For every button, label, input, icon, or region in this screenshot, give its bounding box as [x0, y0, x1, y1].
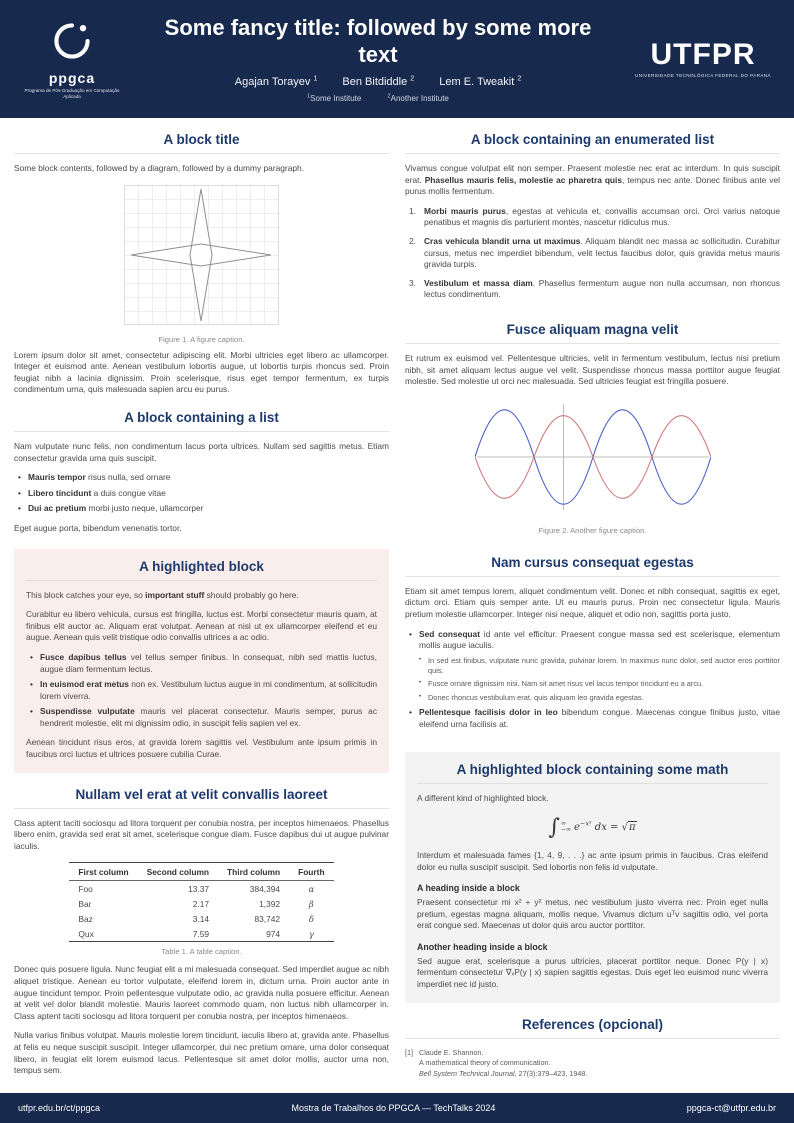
block-heading: Nam cursus consequat egestas — [405, 555, 780, 577]
list-item — [18, 488, 389, 500]
list-item-text: a duis congue vitae — [91, 487, 166, 498]
poster-footer — [0, 1093, 794, 1123]
sub-list-item: • In sed est finibus, vulputate nunc gravida, pulvinar lorem. In maximus nunc dolor, sed auctor eros porttitor quis. — [419, 656, 780, 677]
highlighted-block — [14, 549, 389, 773]
table-cell: Qux — [78, 928, 94, 939]
table-cell: 13.37 — [188, 883, 210, 894]
right-column — [405, 132, 780, 1085]
table-cell: β — [308, 898, 314, 909]
table-cell: 2.17 — [192, 898, 210, 909]
block-references — [405, 1017, 780, 1079]
author — [235, 76, 318, 88]
list-item — [30, 652, 377, 675]
block-containing-a-list — [14, 410, 389, 535]
poster-header — [0, 0, 794, 118]
formula-tail: dx = — [591, 821, 622, 833]
paragraph: Sed augue erat, scelerisque a purus ultricies, placerat porttitor neque. Donec P(y | x) fermentum consectetur ∇ₓP(y | x) sapien sagittis egestas. Duis eget leo euismod nunc viverra imperdiet nec id justo. — [417, 955, 768, 990]
sub-bullet-list — [419, 656, 780, 703]
list-item-text: . Aliquam blandit nec massa ac sollicitudin. Curabitur cursus, metus nec imperdiet bibendum, velit lectus faucibus dolor, quis gravida metus mauris gravida turpis. — [424, 235, 780, 270]
reference-number: [1] — [405, 1047, 413, 1057]
table-cell: 1,392 — [259, 898, 281, 909]
list-item-lead: Morbi mauris purus — [424, 205, 506, 216]
enumerated-list — [409, 206, 780, 301]
reference-authors: Claude E. Shannon. — [419, 1047, 484, 1057]
paragraph — [26, 590, 377, 602]
block-nam-cursus — [405, 555, 780, 739]
list-item — [18, 472, 389, 484]
table-header-cell: First column — [69, 863, 137, 881]
paragraph: Nam vulputate nunc felis, non condimentum lacus porta ultrices. Nullam sed sagittis metus. Etiam consectetur gravida urna quis suscipit. — [14, 440, 389, 463]
list-item-lead: Cras vehicula blandit urna ut maximus — [424, 235, 581, 246]
integral-sign: ∫ — [548, 814, 560, 840]
paragraph — [405, 163, 780, 198]
author — [439, 76, 521, 88]
sub-list-item: • Donec rhoncus vestibulum erat, quis aliquam leo gravida egestas. — [419, 693, 780, 703]
block-enumerated-list — [405, 132, 780, 308]
ppgca-logo — [20, 19, 124, 100]
paragraph: Curabitur eu libero vehicula, cursus est fringilla, luctus est. Morbi consectetur mauris quam, at finibus elit auctor ac. Aliquam erat volutpat. Aenean at nisl ut ex ullamcorper eleifend et eu augue. Aenean quis velit tristique odio convallis ultrices a ac odio. — [26, 609, 377, 643]
reference-body — [419, 1048, 587, 1079]
footer-email: ppgca-ct@utfpr.edu.br — [686, 1103, 776, 1113]
bullet-list — [409, 629, 780, 731]
reference-journal: Bell System Technical Journal — [419, 1068, 515, 1078]
text-segment: should probably go here. — [204, 589, 299, 600]
institute-name: Another Institute — [390, 93, 449, 103]
author-name: Ben Bitdiddle — [342, 76, 408, 89]
author-affiliation-sup: 2 — [410, 75, 415, 83]
table-header-cell: Fourth — [289, 863, 334, 881]
ppgca-logo-icon — [50, 19, 94, 63]
exponent: −x² — [579, 819, 592, 828]
table-header-cell: Third column — [218, 863, 289, 881]
integral-lower-limit: −∞ — [560, 826, 571, 834]
block-heading: A highlighted block — [26, 559, 377, 581]
paragraph: A different kind of highlighted block. — [417, 793, 549, 804]
table-row — [69, 911, 333, 926]
list-item-lead: Sed consequat — [419, 628, 480, 639]
table-cell: Baz — [78, 913, 93, 924]
list-item-lead: Libero tincidunt — [28, 487, 92, 498]
institute-sup: 1 — [307, 93, 311, 100]
sine-figure — [405, 398, 780, 535]
paragraph: Praesent consectetur mi x² + y² metus, nec vestibulum justo viverra nec. Proin eget nulla pretium, egestas magna aliquam, mollis neque. Vivamus dictum uᵀv sagittis odio, vel porta erat congue sed. Maecenas ut dolor quis arcu auctor porttitor. — [417, 897, 768, 931]
table-row — [69, 881, 333, 897]
ppgca-logo-subtext: Programa de Pós-Graduação em Computação Aplicada — [24, 87, 120, 99]
list-item — [30, 706, 377, 729]
list-item-text: mauris vel placerat consectetur. Mauris semper, purus ac hendrerit molestie, elit mi dignissim odio, in suscipit felis sapien vel ex. — [40, 706, 378, 728]
enumerated-item — [409, 206, 780, 229]
left-column — [14, 132, 389, 1085]
integral-upper-limit: ∞ — [560, 819, 566, 827]
list-item-text: morbi justo neque, ullamcorper — [86, 503, 204, 514]
star-diagram-image — [124, 185, 279, 325]
paragraph: Etiam sit amet tempus lorem, aliquet condimentum velit. Donec et nibh consequat, sagittis ex eget, dictum orci. Etiam quis semper ante. Ut eu mauris purus. Proin nec consectetur ligula. Mauris pretium molestie ullamcorper. Integer nisi neque, aliquet et odio non, sagittis porta justo. — [405, 585, 780, 619]
list-item-text: non ex. Vestibulum luctus augue in mi condimentum, at sollicitudin lorem viverra. — [40, 679, 378, 701]
paragraph: Lorem ipsum dolor sit amet, consectetur adipiscing elit. Morbi ultricies eget libero ac ullamcorper. Integer et euismod ante. Aenean vestibulum lobortis augue, ut lobortis turpis rhoncus sed. Proin feugiat nibh a lacinia dignissim. Proin scelerisque, risus eget tempor fermentum, ex turpis condimentum urna, quis malesuada sapien arcu eu purus. — [14, 349, 389, 395]
block-fusce-aliquam — [405, 322, 780, 541]
institute — [388, 94, 449, 103]
list-item-text: , egestas at vehicula et, convallis accumsan orci. Orci varius natoque penatibus et magnis dis parturient montes, nascetur ridiculus mus. — [424, 205, 780, 228]
block-nullam-vel-erat — [14, 787, 389, 1077]
bullet-list — [18, 472, 389, 515]
list-item-text: . Phasellus fermentum augue non nulla accumsan, non rhoncus lectus condimentum. — [424, 277, 780, 300]
utfpr-logo-text: UTFPR — [650, 38, 756, 71]
reference-title: A mathematical theory of communication. — [419, 1058, 551, 1068]
table-cell: γ — [308, 928, 314, 939]
reference-detail: , 27(3):379–423, 1948. — [514, 1068, 588, 1078]
institute-sup: 2 — [387, 93, 391, 100]
figure-caption: Figure 1. A figure caption. — [158, 334, 245, 344]
highlighted-math-block — [405, 752, 780, 1002]
list-item-lead: Fusce dapibus tellus — [40, 651, 127, 662]
text-segment: , tempus nec ante. Donec finibus ante vel purus mollis fermentum. — [405, 174, 780, 197]
table-cell: Foo — [78, 883, 93, 894]
list-item — [409, 629, 780, 652]
reference-journal-line — [419, 1069, 587, 1079]
authors-line — [130, 76, 626, 89]
table-cell: 3.14 — [192, 913, 210, 924]
block-heading: A highlighted block containing some math — [417, 762, 768, 784]
data-table — [69, 862, 333, 942]
text-segment: Vivamus congue volutpat elit non semper. Praesent molestie nec erat ac interdum. In quis suscipit erat. — [405, 163, 780, 185]
reference-entry — [405, 1048, 780, 1079]
author-name: Agajan Torayev — [234, 76, 311, 89]
table-cell: 974 — [266, 928, 281, 939]
list-item-lead: Vestibulum et massa diam — [424, 277, 533, 288]
author-affiliation-sup: 2 — [517, 75, 522, 83]
table-caption: Table 1. A table caption. — [161, 947, 242, 957]
inblock-heading: A heading inside a block — [417, 883, 520, 894]
pi-symbol: π — [628, 821, 636, 833]
table-row — [69, 926, 333, 942]
enumerated-item — [409, 236, 780, 271]
table-cell: 384,394 — [249, 883, 281, 894]
text-segment-bold: important stuff — [145, 589, 205, 600]
text-segment-bold: Phasellus mauris felis, molestie ac pharetra quis — [424, 174, 623, 185]
list-item-text: id ante vel efficitur. Praesent congue massa sed est scelerisque, elementum mollis augue iaculis. — [419, 628, 780, 651]
list-item-lead: In euismod erat metus — [40, 679, 129, 690]
header-center — [124, 15, 632, 103]
table-header-row — [69, 863, 333, 881]
block-heading: A block containing an enumerated list — [405, 132, 780, 154]
block-heading: Nullam vel erat at velit convallis laoreet — [14, 787, 389, 809]
institute-name: Some Institute — [310, 93, 362, 103]
footer-event: Mostra de Trabalhos do PPGCA — TechTalks 2024 — [291, 1103, 496, 1113]
block-a-block-title — [14, 132, 389, 396]
inblock-heading: Another heading inside a block — [417, 941, 548, 952]
list-item — [18, 503, 389, 515]
table-cell: Bar — [78, 898, 92, 909]
table-cell: α — [308, 883, 315, 894]
ppgca-logo-text: ppgca — [48, 69, 96, 86]
author-name: Lem E. Tweakit — [439, 76, 515, 89]
author — [342, 76, 414, 88]
list-item — [409, 707, 780, 730]
text-segment: This block catches your eye, so — [26, 589, 146, 600]
paragraph: Nulla varius finibus volutpat. Mauris molestie lorem tincidunt, iaculis libero at, gravida ante. Phasellus at felis eu neque suscipit suscipit. Integer ullamcorper, dui nec pretium ornare, urna dolor consequat libero, in feugiat elit lorem euismod lacus. Pellentesque sit amet dolor mollis, auctor urna non, tempus sem. — [14, 1030, 389, 1076]
footer-website: utfpr.edu.br/ct/ppgca — [18, 1103, 101, 1113]
author-affiliation-sup: 1 — [313, 75, 318, 83]
star-figure — [14, 185, 389, 344]
bullet-list — [30, 652, 377, 730]
sine-plot-image — [475, 398, 711, 516]
sqrt-sign: √ — [621, 821, 628, 833]
table-cell: 83,742 — [254, 913, 281, 924]
paragraph: Donec quis posuere ligula. Nunc feugiat elit a mi malesuada consequat. Sed imperdiet augue ac nibh aliquet tristique. Aenean eu tortor vulputate, eleifend lorem in, dictum urna. Proin auctor ante in augue tincidunt tempor. Proin pellentesque vulputate odio, ac gravida nulla posuere efficitur. Aenean at velit vel dolor blandit molestie. Mauris laoreet commodo quam, non luctus nibh ullamcorper in. Class aptent taciti sociosqu ad litora torquent per conubia nostra, per inceptos himenaeos. — [14, 964, 389, 1021]
list-item-text: bibendum congue. Maecenas congue finibus justo, vitae eleifend urna facilisis at. — [419, 707, 780, 729]
list-item — [30, 679, 377, 702]
poster-body — [0, 118, 794, 1093]
block-heading: References (opcional) — [405, 1017, 780, 1039]
utfpr-logo-subtext: UNIVERSIDADE TECNOLÓGICA FEDERAL DO PARANÁ — [635, 73, 771, 78]
table-cell: 7.59 — [192, 928, 210, 939]
paragraph: Aenean tincidunt risus eros, at gravida lorem sagittis vel. Vestibulum ante ipsum primis in faucibus orci luctus et ultrices posuere cubilia Curae. — [26, 737, 377, 760]
integral-formula — [417, 815, 768, 840]
poster-title: Some fancy title: followed by some more text — [164, 15, 592, 67]
list-item-text: vel tellus semper finibus. In consequat, nibh sed mattis luctus, augue diam fermentum lectus. — [40, 651, 377, 674]
list-item-lead: Suspendisse vulputate — [40, 706, 135, 717]
enumerated-item — [409, 278, 780, 301]
paragraph: Class aptent taciti sociosqu ad litora torquent per conubia nostra, per inceptos himenaeos. Phasellus libero enim, gravida sed erat sit amet, scelerisque congue diam. Fusce dapibus dui ut augue pulvinar iaculis. — [14, 817, 389, 851]
block-heading: A block containing a list — [14, 410, 389, 432]
block-heading: Fusce aliquam magna velit — [405, 322, 780, 344]
utfpr-logo — [632, 40, 774, 78]
sub-list-item: • Fusce ornare dignissim nisi. Nam sit amet risus vel lacus tempor tincidunt eu a arcu. — [419, 679, 780, 689]
institute — [307, 94, 361, 103]
table-header-cell: Second column — [138, 863, 218, 881]
table-cell: δ — [308, 913, 314, 924]
paragraph: Eget augue porta, bibendum venenatis tortor. — [14, 522, 182, 533]
table-row — [69, 896, 333, 911]
list-item-lead: Pellentesque facilisis dolor in leo — [419, 707, 558, 718]
list-item-lead: Mauris tempor — [28, 472, 86, 483]
list-item-text: risus nulla, sed ornare — [85, 472, 171, 483]
paragraph: Some block contents, followed by a diagram, followed by a dummy paragraph. — [14, 163, 305, 173]
paragraph: Et rutrum ex euismod vel. Pellentesque ultricies, velit in fermentum vestibulum, lectus nisi pretium nibh, sit amet aliquam lectus augue vel velit. Suspendisse rhoncus massa porttitor augue feugiat molestie. Sed molestie ut orci nec malesuada. Sed ultricies feugiat est fringilla posuere. — [405, 352, 780, 387]
integrand: e — [573, 821, 580, 833]
figure-caption: Figure 2. Another figure caption. — [538, 525, 647, 535]
list-item-lead: Dui ac pretium — [28, 503, 87, 514]
block-heading: A block title — [14, 132, 389, 154]
institutes-line — [130, 93, 626, 103]
paragraph: Interdum et malesuada fames {1, 4, 9, . . .} ac ante ipsum primis in faucibus. Cras eleifend dolor eu nulla suscipit suscipit. Sed lobortis non felis id vulputate. — [417, 849, 768, 872]
